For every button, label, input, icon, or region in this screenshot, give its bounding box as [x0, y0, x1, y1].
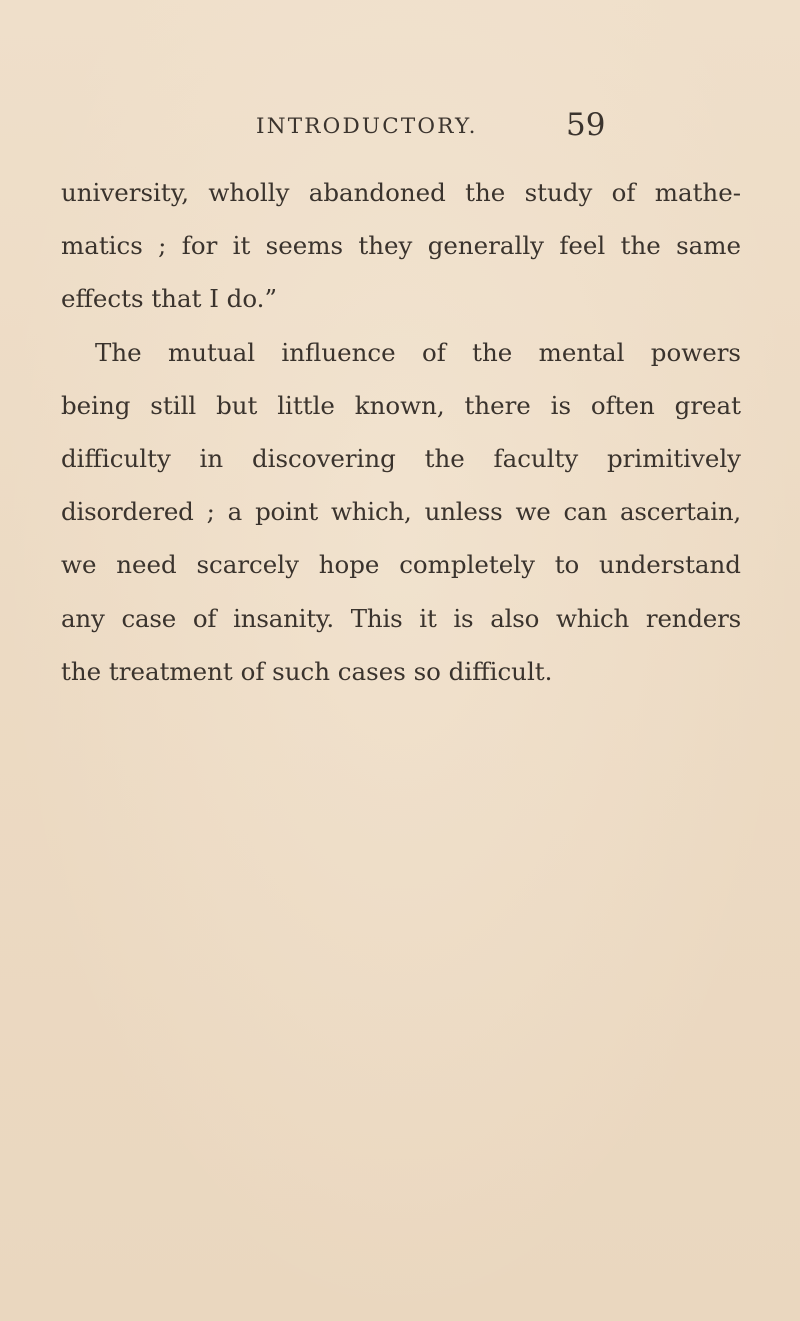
- text-line: the treatment of such cases so difficult.: [61, 656, 553, 686]
- text-line: we need scarcely hope completely to understand: [61, 550, 741, 580]
- text-line: difficulty in discovering the faculty primitively: [61, 443, 741, 473]
- running-title: INTRODUCTORY.: [256, 114, 478, 139]
- text-line: effects that I do.”: [61, 284, 277, 314]
- text-line: disordered ; a point which, unless we can ascertain,: [61, 497, 741, 527]
- running-head: [0, 104, 800, 148]
- paragraph-first-line: The mutual influence of the mental powers: [95, 337, 741, 367]
- text-line: any case of insanity. This it is also which renders: [61, 603, 741, 633]
- text-line: being still but little known, there is often great: [61, 390, 741, 420]
- body-text: [61, 166, 741, 698]
- text-line: matics ; for it seems they generally feel the same: [61, 231, 741, 261]
- page-number: 59: [566, 107, 606, 143]
- text-line: university, wholly abandoned the study of mathe-: [61, 178, 741, 207]
